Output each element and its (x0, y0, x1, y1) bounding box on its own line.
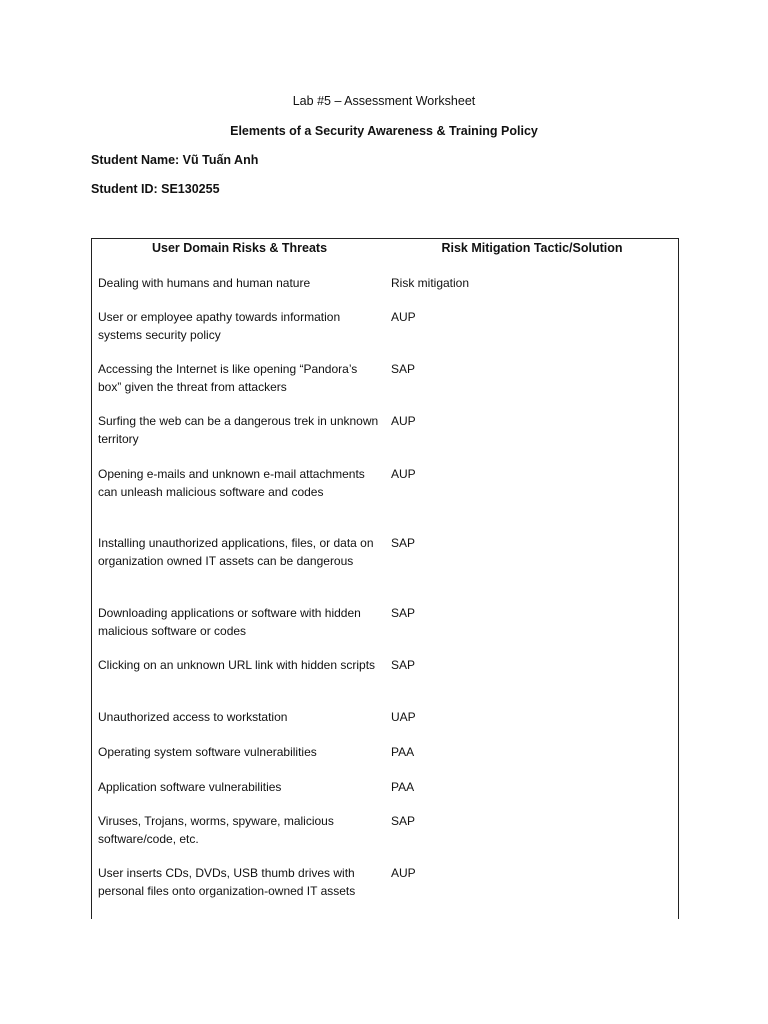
solution-cell: AUP (391, 310, 416, 324)
risk-table (91, 238, 679, 919)
document-subtitle: Elements of a Security Awareness & Training Policy (230, 124, 538, 138)
solution-cell: SAP (391, 536, 416, 550)
risk-cell: Installing unauthorized applications, files, or data on organization owned IT assets can be dangerous (98, 536, 374, 568)
risk-cell: Dealing with humans and human nature (98, 276, 311, 290)
column-header-risks: User Domain Risks & Threats (151, 241, 328, 255)
solution-cell: PAA (391, 745, 415, 759)
solution-cell: PAA (391, 780, 415, 794)
solution-cell: UAP (391, 710, 416, 724)
risk-cell: Operating system software vulnerabilities (98, 745, 317, 759)
document-title: Lab #5 – Assessment Worksheet (292, 94, 476, 108)
risk-cell: User or employee apathy towards information systems security policy (98, 310, 341, 342)
solution-cell: AUP (391, 866, 416, 880)
risk-cell: Clicking on an unknown URL link with hidden scripts (98, 658, 376, 672)
risk-cell: User inserts CDs, DVDs, USB thumb drives with personal files onto organization-owned IT assets (98, 866, 356, 898)
solution-cell: SAP (391, 606, 416, 620)
risk-cell: Surfing the web can be a dangerous trek in unknown territory (98, 414, 379, 446)
student-name: Student Name: Vũ Tuấn Anh (91, 153, 259, 167)
risk-cell: Opening e-mails and unknown e-mail attachments can unleash malicious software and codes (98, 467, 365, 499)
solution-cell: SAP (391, 814, 416, 828)
risk-cell: Application software vulnerabilities (98, 780, 282, 794)
student-id: Student ID: SE130255 (91, 182, 220, 196)
column-header-solutions: Risk Mitigation Tactic/Solution (441, 241, 623, 255)
solution-cell: SAP (391, 658, 416, 672)
solution-cell: AUP (391, 414, 416, 428)
risk-cell: Downloading applications or software with hidden malicious software or codes (98, 606, 361, 638)
risk-cell: Accessing the Internet is like opening “Pandora’s box” given the threat from attackers (98, 362, 358, 394)
solution-cell: AUP (391, 467, 416, 481)
solution-cell: SAP (391, 362, 416, 376)
solution-cell: Risk mitigation (391, 276, 470, 290)
risk-cell: Unauthorized access to workstation (98, 710, 288, 724)
risk-cell: Viruses, Trojans, worms, spyware, malicious software/code, etc. (98, 814, 334, 846)
